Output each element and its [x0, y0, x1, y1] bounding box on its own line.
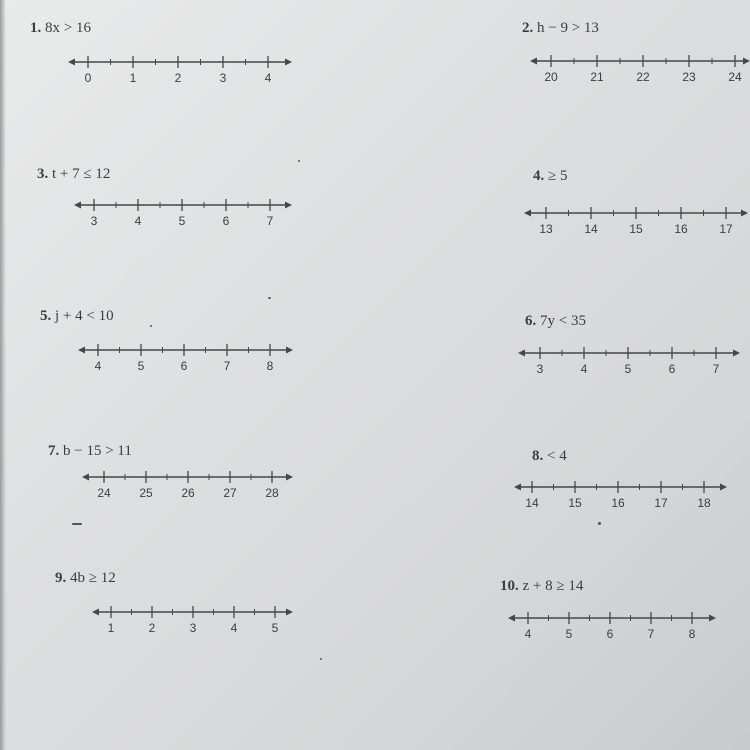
problem-number: 5. — [40, 308, 52, 324]
right-arrow-icon — [285, 59, 292, 66]
tick-label: 2 — [148, 621, 156, 635]
left-arrow-icon — [68, 59, 75, 66]
problem-number: 9. — [55, 570, 67, 586]
right-arrow-icon — [286, 474, 293, 481]
tick-label: 17 — [654, 496, 668, 510]
tick-label: 4 — [580, 362, 588, 376]
inequality-text: b − 15 > 11 — [63, 443, 132, 459]
tick-label: 8 — [266, 359, 274, 373]
inequality-text: < 4 — [547, 448, 567, 464]
tick-label: 20 — [544, 70, 558, 84]
tick-label: 4 — [264, 71, 272, 85]
tick-label: 2 — [174, 71, 182, 85]
inequality-text: t + 7 ≤ 12 — [52, 166, 111, 182]
tick-label: 7 — [647, 627, 655, 641]
tick-label: 0 — [84, 71, 92, 85]
tick-label: 23 — [682, 70, 696, 84]
tick-label: 26 — [181, 486, 195, 500]
tick-label: 5 — [271, 621, 279, 635]
tick-label: 7 — [266, 214, 274, 228]
tick-label: 3 — [189, 621, 197, 635]
problem-number: 1. — [30, 20, 42, 36]
tick-label: 5 — [565, 627, 573, 641]
problem-number: 4. — [533, 168, 545, 184]
tick-label: 16 — [611, 496, 625, 510]
right-arrow-icon — [286, 347, 293, 354]
left-arrow-icon — [524, 210, 531, 217]
pencil-speck — [598, 522, 601, 525]
tick-label: 6 — [606, 627, 614, 641]
left-arrow-icon — [514, 484, 521, 491]
problem-label — [533, 168, 567, 185]
problem-label — [40, 308, 114, 325]
pencil-mark — [72, 523, 82, 525]
page-shadow — [0, 0, 6, 750]
tick-label: 25 — [139, 486, 153, 500]
tick-label: 16 — [674, 222, 688, 236]
problem-number: 8. — [532, 448, 544, 464]
left-arrow-icon — [82, 474, 89, 481]
problem-number: 10. — [500, 578, 519, 594]
tick-label: 5 — [137, 359, 145, 373]
tick-label: 21 — [590, 70, 604, 84]
tick-label: 7 — [712, 362, 720, 376]
tick-label: 14 — [584, 222, 598, 236]
pencil-speck — [268, 297, 271, 299]
tick-label: 22 — [636, 70, 650, 84]
right-arrow-icon — [720, 484, 727, 491]
tick-label: 8 — [688, 627, 696, 641]
problem-label — [500, 578, 583, 595]
problem-label — [30, 20, 91, 37]
inequality-text: z + 8 ≥ 14 — [522, 578, 584, 594]
problem-label — [532, 448, 567, 465]
left-arrow-icon — [518, 350, 525, 357]
tick-label: 27 — [223, 486, 237, 500]
tick-label: 24 — [97, 486, 111, 500]
pencil-speck — [320, 658, 322, 660]
pencil-speck — [298, 160, 300, 162]
left-arrow-icon — [74, 202, 81, 209]
problem-number: 3. — [37, 166, 49, 182]
left-arrow-icon — [530, 58, 537, 65]
right-arrow-icon — [741, 210, 748, 217]
tick-label: 5 — [624, 362, 632, 376]
tick-label: 28 — [265, 486, 279, 500]
tick-label: 6 — [668, 362, 676, 376]
pencil-speck — [150, 325, 152, 327]
inequality-text: 4b ≥ 12 — [70, 570, 116, 586]
problem-label — [37, 166, 110, 183]
tick-label: 15 — [568, 496, 582, 510]
tick-label: 1 — [129, 71, 137, 85]
left-arrow-icon — [508, 615, 515, 622]
tick-label: 3 — [536, 362, 544, 376]
right-arrow-icon — [743, 58, 750, 65]
right-arrow-icon — [733, 350, 740, 357]
right-arrow-icon — [285, 202, 292, 209]
tick-label: 4 — [134, 214, 142, 228]
tick-label: 4 — [230, 621, 238, 635]
tick-label: 6 — [222, 214, 230, 228]
tick-label: 4 — [94, 359, 102, 373]
left-arrow-icon — [78, 347, 85, 354]
problem-label — [48, 443, 132, 460]
inequality-text: 7y < 35 — [540, 313, 586, 329]
tick-label: 18 — [697, 496, 711, 510]
tick-label: 14 — [525, 496, 539, 510]
tick-label: 15 — [629, 222, 643, 236]
tick-label: 24 — [728, 70, 742, 84]
tick-label: 3 — [219, 71, 227, 85]
tick-label: 1 — [107, 621, 115, 635]
inequality-text: 8x > 16 — [45, 20, 91, 36]
right-arrow-icon — [709, 615, 716, 622]
tick-label: 17 — [719, 222, 733, 236]
tick-label: 13 — [539, 222, 553, 236]
tick-label: 7 — [223, 359, 231, 373]
tick-label: 6 — [180, 359, 188, 373]
problem-label — [525, 313, 586, 330]
inequality-text: ≥ 5 — [548, 168, 568, 184]
tick-label: 3 — [90, 214, 98, 228]
right-arrow-icon — [286, 609, 293, 616]
problem-number: 2. — [522, 20, 534, 36]
problem-number: 7. — [48, 443, 60, 459]
problem-number: 6. — [525, 313, 537, 329]
tick-label: 4 — [524, 627, 532, 641]
tick-label: 5 — [178, 214, 186, 228]
inequality-text: h − 9 > 13 — [537, 20, 599, 36]
inequality-text: j + 4 < 10 — [55, 308, 114, 324]
problem-label — [55, 570, 116, 587]
problem-label — [522, 20, 599, 37]
left-arrow-icon — [92, 609, 99, 616]
